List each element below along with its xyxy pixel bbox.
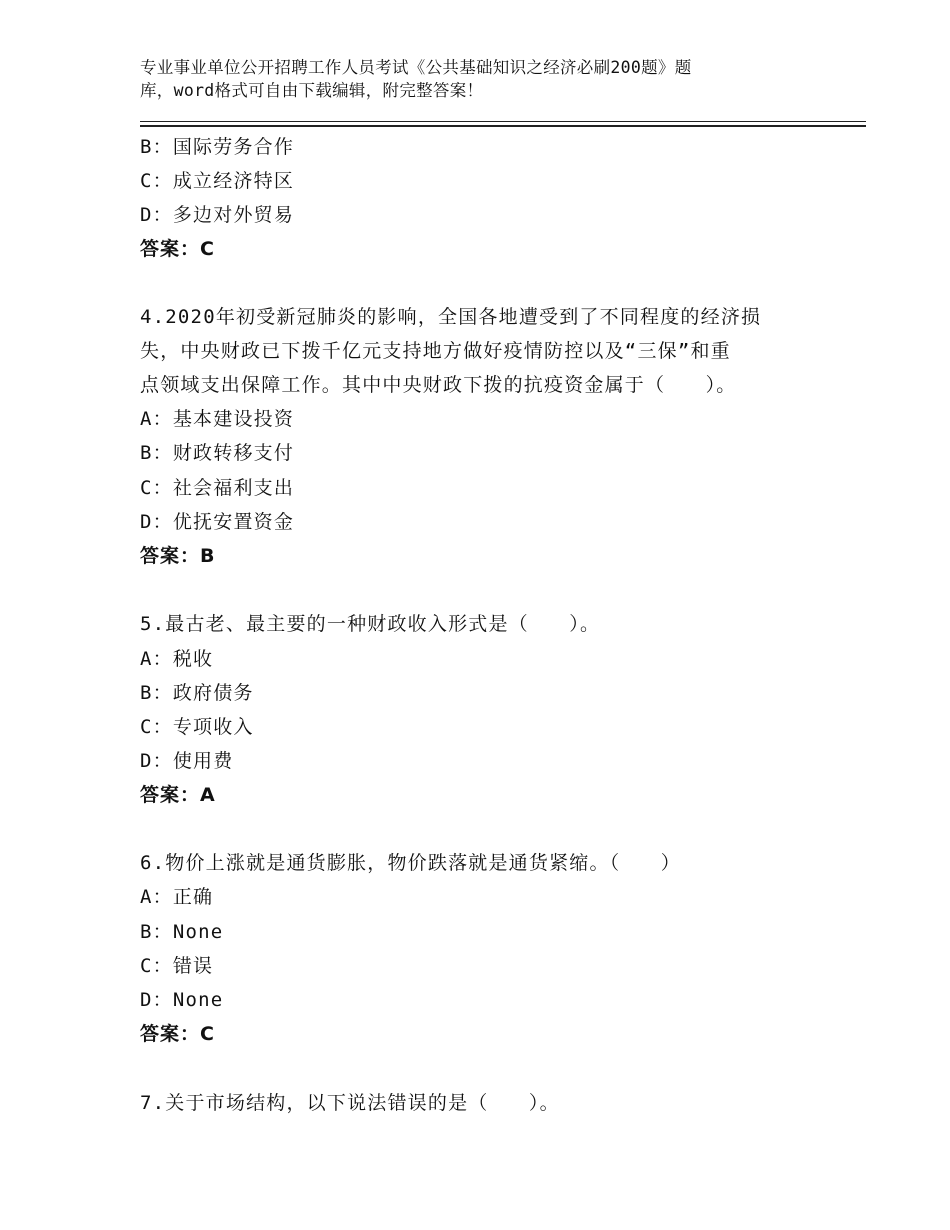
q4-option-c: C：社会福利支出: [140, 477, 295, 499]
q6-option-b: B：None: [140, 921, 224, 943]
header-line-1: 专业事业单位公开招聘工作人员考试《公共基础知识之经济必刷200题》题: [140, 58, 692, 77]
q4-stem-line-3: 点领域支出保障工作。其中中央财政下拨的抗疫资金属于（ ）。: [140, 374, 737, 396]
q3-option-d: D：多边对外贸易: [140, 204, 295, 226]
q5-option-a: A：税收: [140, 648, 214, 670]
header-divider-thick: [140, 125, 866, 127]
q6-answer: 答案：C: [140, 1023, 215, 1045]
q3-answer: 答案：C: [140, 238, 215, 260]
document-header: [140, 56, 780, 102]
header-divider-thin: [140, 121, 866, 122]
q5-answer: 答案：A: [140, 784, 216, 806]
q7-stem: 7.关于市场结构，以下说法错误的是（ ）。: [140, 1092, 560, 1114]
q5-option-d: D：使用费: [140, 750, 234, 772]
q4-stem-line-2: 失，中央财政已下拨千亿元支持地方做好疫情防控以及“三保”和重: [140, 340, 731, 362]
q4-option-d: D：优抚安置资金: [140, 511, 295, 533]
q5-stem: 5.最古老、最主要的一种财政收入形式是（ ）。: [140, 613, 601, 635]
header-line-2: 库，word格式可自由下载编辑，附完整答案！: [140, 81, 484, 100]
q4-option-b: B：财政转移支付: [140, 442, 295, 464]
q5-option-b: B：政府债务: [140, 682, 254, 704]
q3-option-b: B：国际劳务合作: [140, 136, 295, 158]
q3-option-c: C：成立经济特区: [140, 170, 295, 192]
q6-option-d: D：None: [140, 989, 224, 1011]
q6-option-a: A：正确: [140, 886, 214, 908]
q4-stem-line-1: 4.2020年初受新冠肺炎的影响，全国各地遭受到了不同程度的经济损: [140, 306, 762, 328]
q4-answer: 答案：B: [140, 545, 216, 567]
q5-option-c: C：专项收入: [140, 716, 254, 738]
q6-option-c: C：错误: [140, 955, 214, 977]
q6-stem: 6.物价上涨就是通货膨胀，物价跌落就是通货紧缩。（ ）: [140, 852, 681, 874]
q4-option-a: A：基本建设投资: [140, 408, 295, 430]
